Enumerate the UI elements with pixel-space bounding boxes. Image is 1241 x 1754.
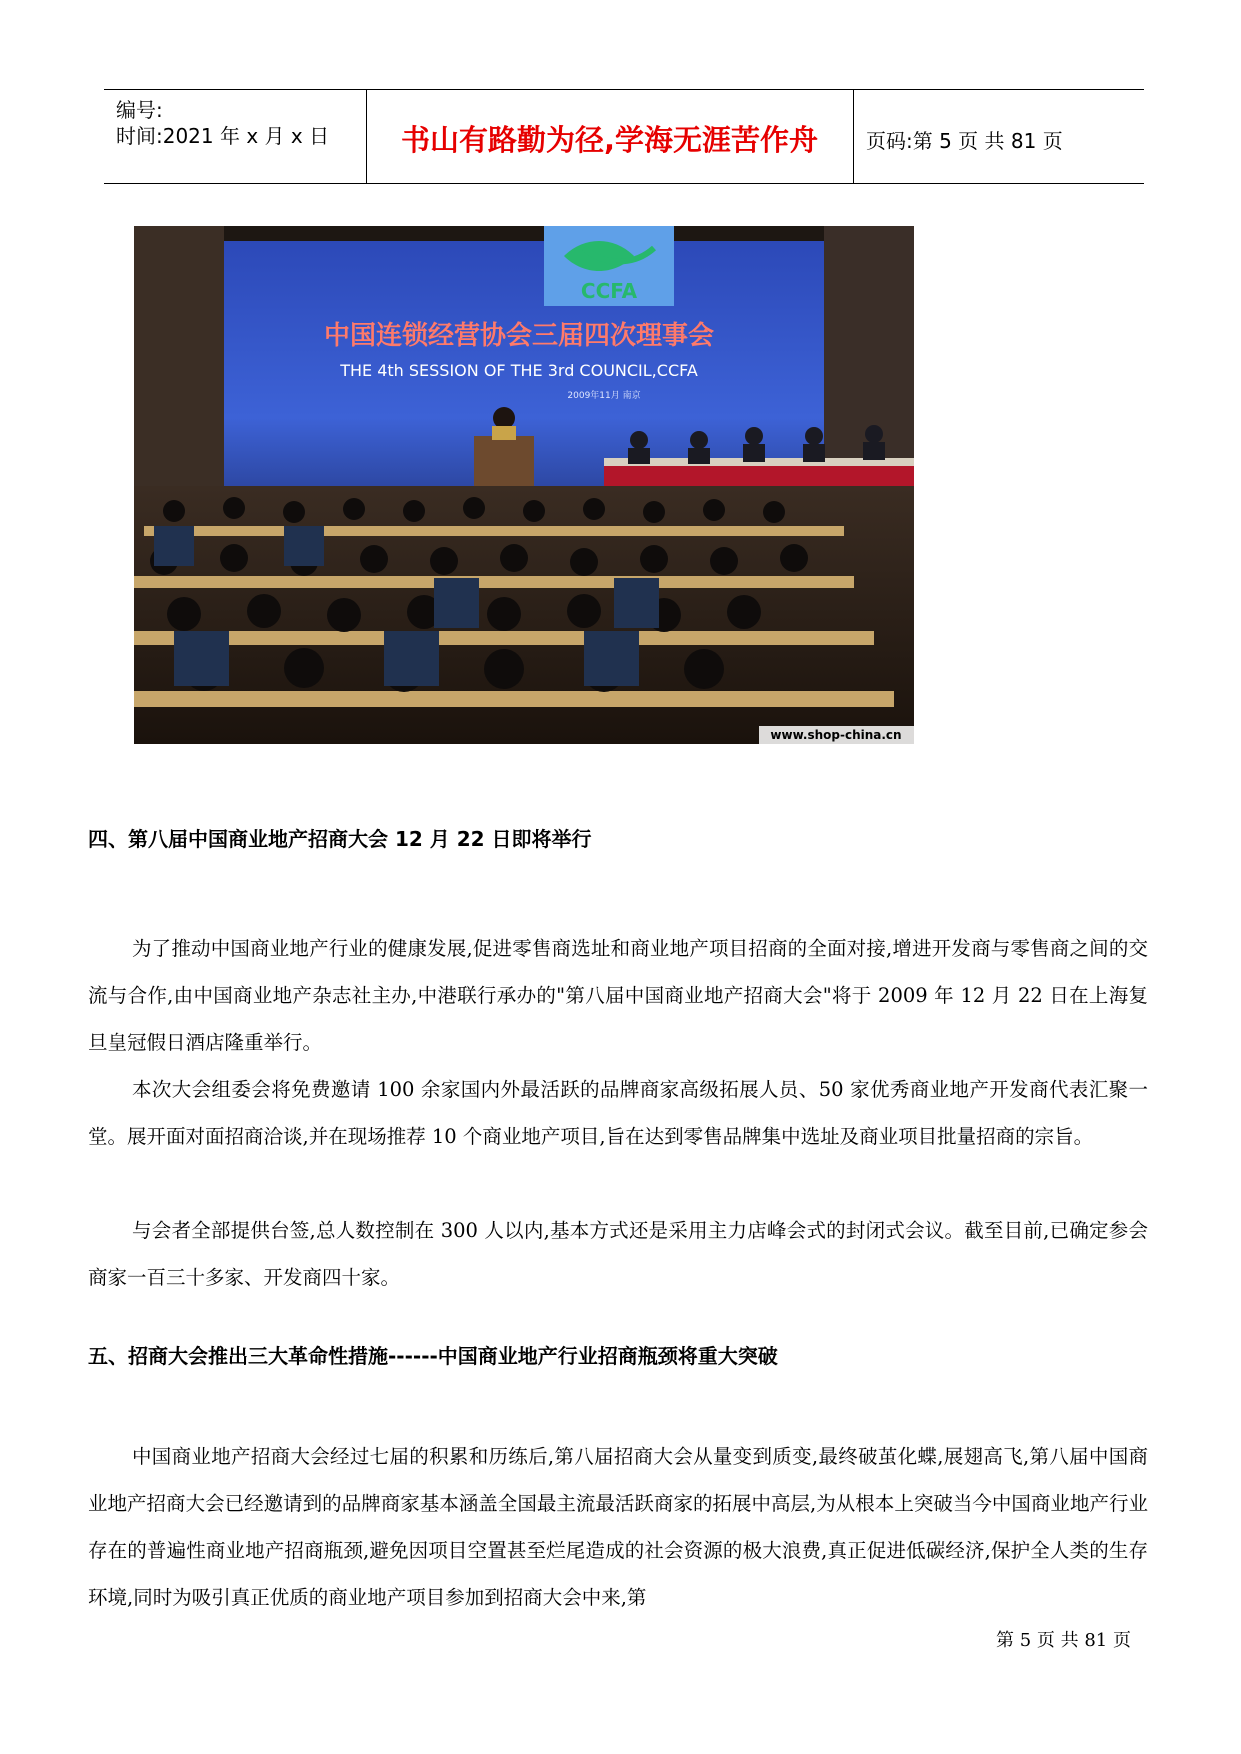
footer-page-number: 第 5 页 共 81 页 bbox=[996, 1630, 1131, 1651]
paragraph: 本次大会组委会将免费邀请 100 余家国内外最活跃的品牌商家高级拓展人员、50 家优秀商业地产开发商代表汇聚一堂。展开面对面招商洽谈,并在现场推荐 10 个商业地产项目,旨在达到零售品牌集中选址及商业项目批量招商的宗旨。 bbox=[88, 1078, 1148, 1148]
header-info-cell bbox=[104, 90, 367, 183]
document-time: 时间:2021 年 x 月 x 日 bbox=[116, 124, 330, 148]
paragraph: 为了推动中国商业地产行业的健康发展,促进零售商选址和商业地产项目招商的全面对接,增进开发商与零售商之间的交流与合作,由中国商业地产杂志社主办,中港联行承办的"第八届中国商业地产招商大会"将于 2009 年 12 月 22 日在上海复旦皇冠假日酒店隆重举行。 bbox=[88, 937, 1148, 1054]
header-motto-cell bbox=[366, 90, 854, 183]
banner-title-cn: 中国连锁经营协会三届四次理事会 bbox=[323, 321, 715, 351]
page-header bbox=[104, 89, 1144, 184]
photo-watermark: www.shop-china.cn bbox=[770, 728, 902, 742]
logo-text: CCFA bbox=[580, 279, 638, 303]
conference-photo bbox=[134, 226, 914, 744]
paragraph: 中国商业地产招商大会经过七届的积累和历练后,第八届招商大会从量变到质变,最终破茧化蝶,展翅高飞,第八届中国商业地产招商大会已经邀请到的品牌商家基本涵盖全国最主流最活跃商家的拓展中高层,为从根本上突破当今中国商业地产行业存在的普遍性商业地产招商瓶颈,避免因项目空置甚至烂尾造成的社会资源的极大浪费,真正促进低碳经济,保护全人类的生存环境,同时为吸引真正优质的商业地产项目参加到招商大会中来,第 bbox=[88, 1445, 1148, 1609]
document-number: 编号: bbox=[116, 98, 163, 122]
banner-date: 2009年11月 南京 bbox=[567, 391, 641, 401]
paragraph: 与会者全部提供台签,总人数控制在 300 人以内,基本方式还是采用主力店峰会式的封闭式会议。截至目前,已确定参会商家一百三十多家、开发商四十家。 bbox=[88, 1219, 1148, 1289]
header-page-cell bbox=[854, 90, 1144, 183]
header-page-number: 页码:第 5 页 共 81 页 bbox=[866, 129, 1063, 153]
banner-title-en: THE 4th SESSION OF THE 3rd COUNCIL,CCFA bbox=[340, 361, 698, 380]
section-heading-5: 五、招商大会推出三大革命性措施------中国商业地产行业招商瓶颈将重大突破 bbox=[88, 1344, 778, 1368]
section-heading-4: 四、第八届中国商业地产招商大会 12 月 22 日即将举行 bbox=[88, 827, 592, 851]
header-motto: 书山有路勤为径,学海无涯苦作舟 bbox=[400, 123, 819, 157]
